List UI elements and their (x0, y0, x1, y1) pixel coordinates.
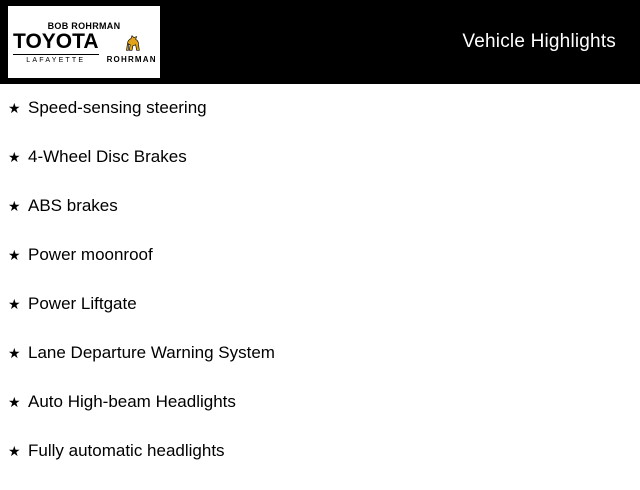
highlight-label: Lane Departure Warning System (28, 343, 275, 362)
list-item (0, 196, 640, 245)
logo-main-row (9, 31, 159, 65)
logo-group-block (107, 32, 157, 64)
highlight-label: Speed-sensing steering (28, 98, 207, 117)
logo-brand-block (13, 31, 99, 65)
list-item (0, 98, 640, 147)
list-item (0, 392, 640, 441)
page-header (0, 0, 640, 84)
list-item (0, 147, 640, 196)
star-icon: ★ (8, 198, 21, 214)
star-icon: ★ (8, 345, 21, 361)
highlights-list (0, 84, 640, 490)
star-icon: ★ (8, 149, 21, 165)
brand-name: TOYOTA (13, 30, 99, 53)
dealer-city: LAFAYETTE (13, 54, 99, 65)
star-icon: ★ (8, 100, 21, 116)
highlight-label: Power moonroof (28, 245, 153, 264)
list-item (0, 294, 640, 343)
list-item (0, 343, 640, 392)
list-item (0, 245, 640, 294)
dealer-logo (8, 6, 160, 78)
highlight-label: 4-Wheel Disc Brakes (28, 147, 187, 166)
dealer-group-name: ROHRMAN (106, 55, 157, 64)
star-icon: ★ (8, 296, 21, 312)
highlight-label: ABS brakes (28, 196, 118, 215)
star-icon: ★ (8, 394, 21, 410)
list-item (0, 441, 640, 490)
dealer-name-top: BOB ROHRMAN (47, 21, 121, 31)
horse-icon (107, 32, 157, 54)
star-icon: ★ (8, 443, 21, 459)
star-icon: ★ (8, 247, 21, 263)
page-title: Vehicle Highlights (462, 31, 616, 52)
highlight-label: Auto High-beam Headlights (28, 392, 236, 411)
highlight-label: Fully automatic headlights (28, 441, 225, 460)
highlight-label: Power Liftgate (28, 294, 137, 313)
